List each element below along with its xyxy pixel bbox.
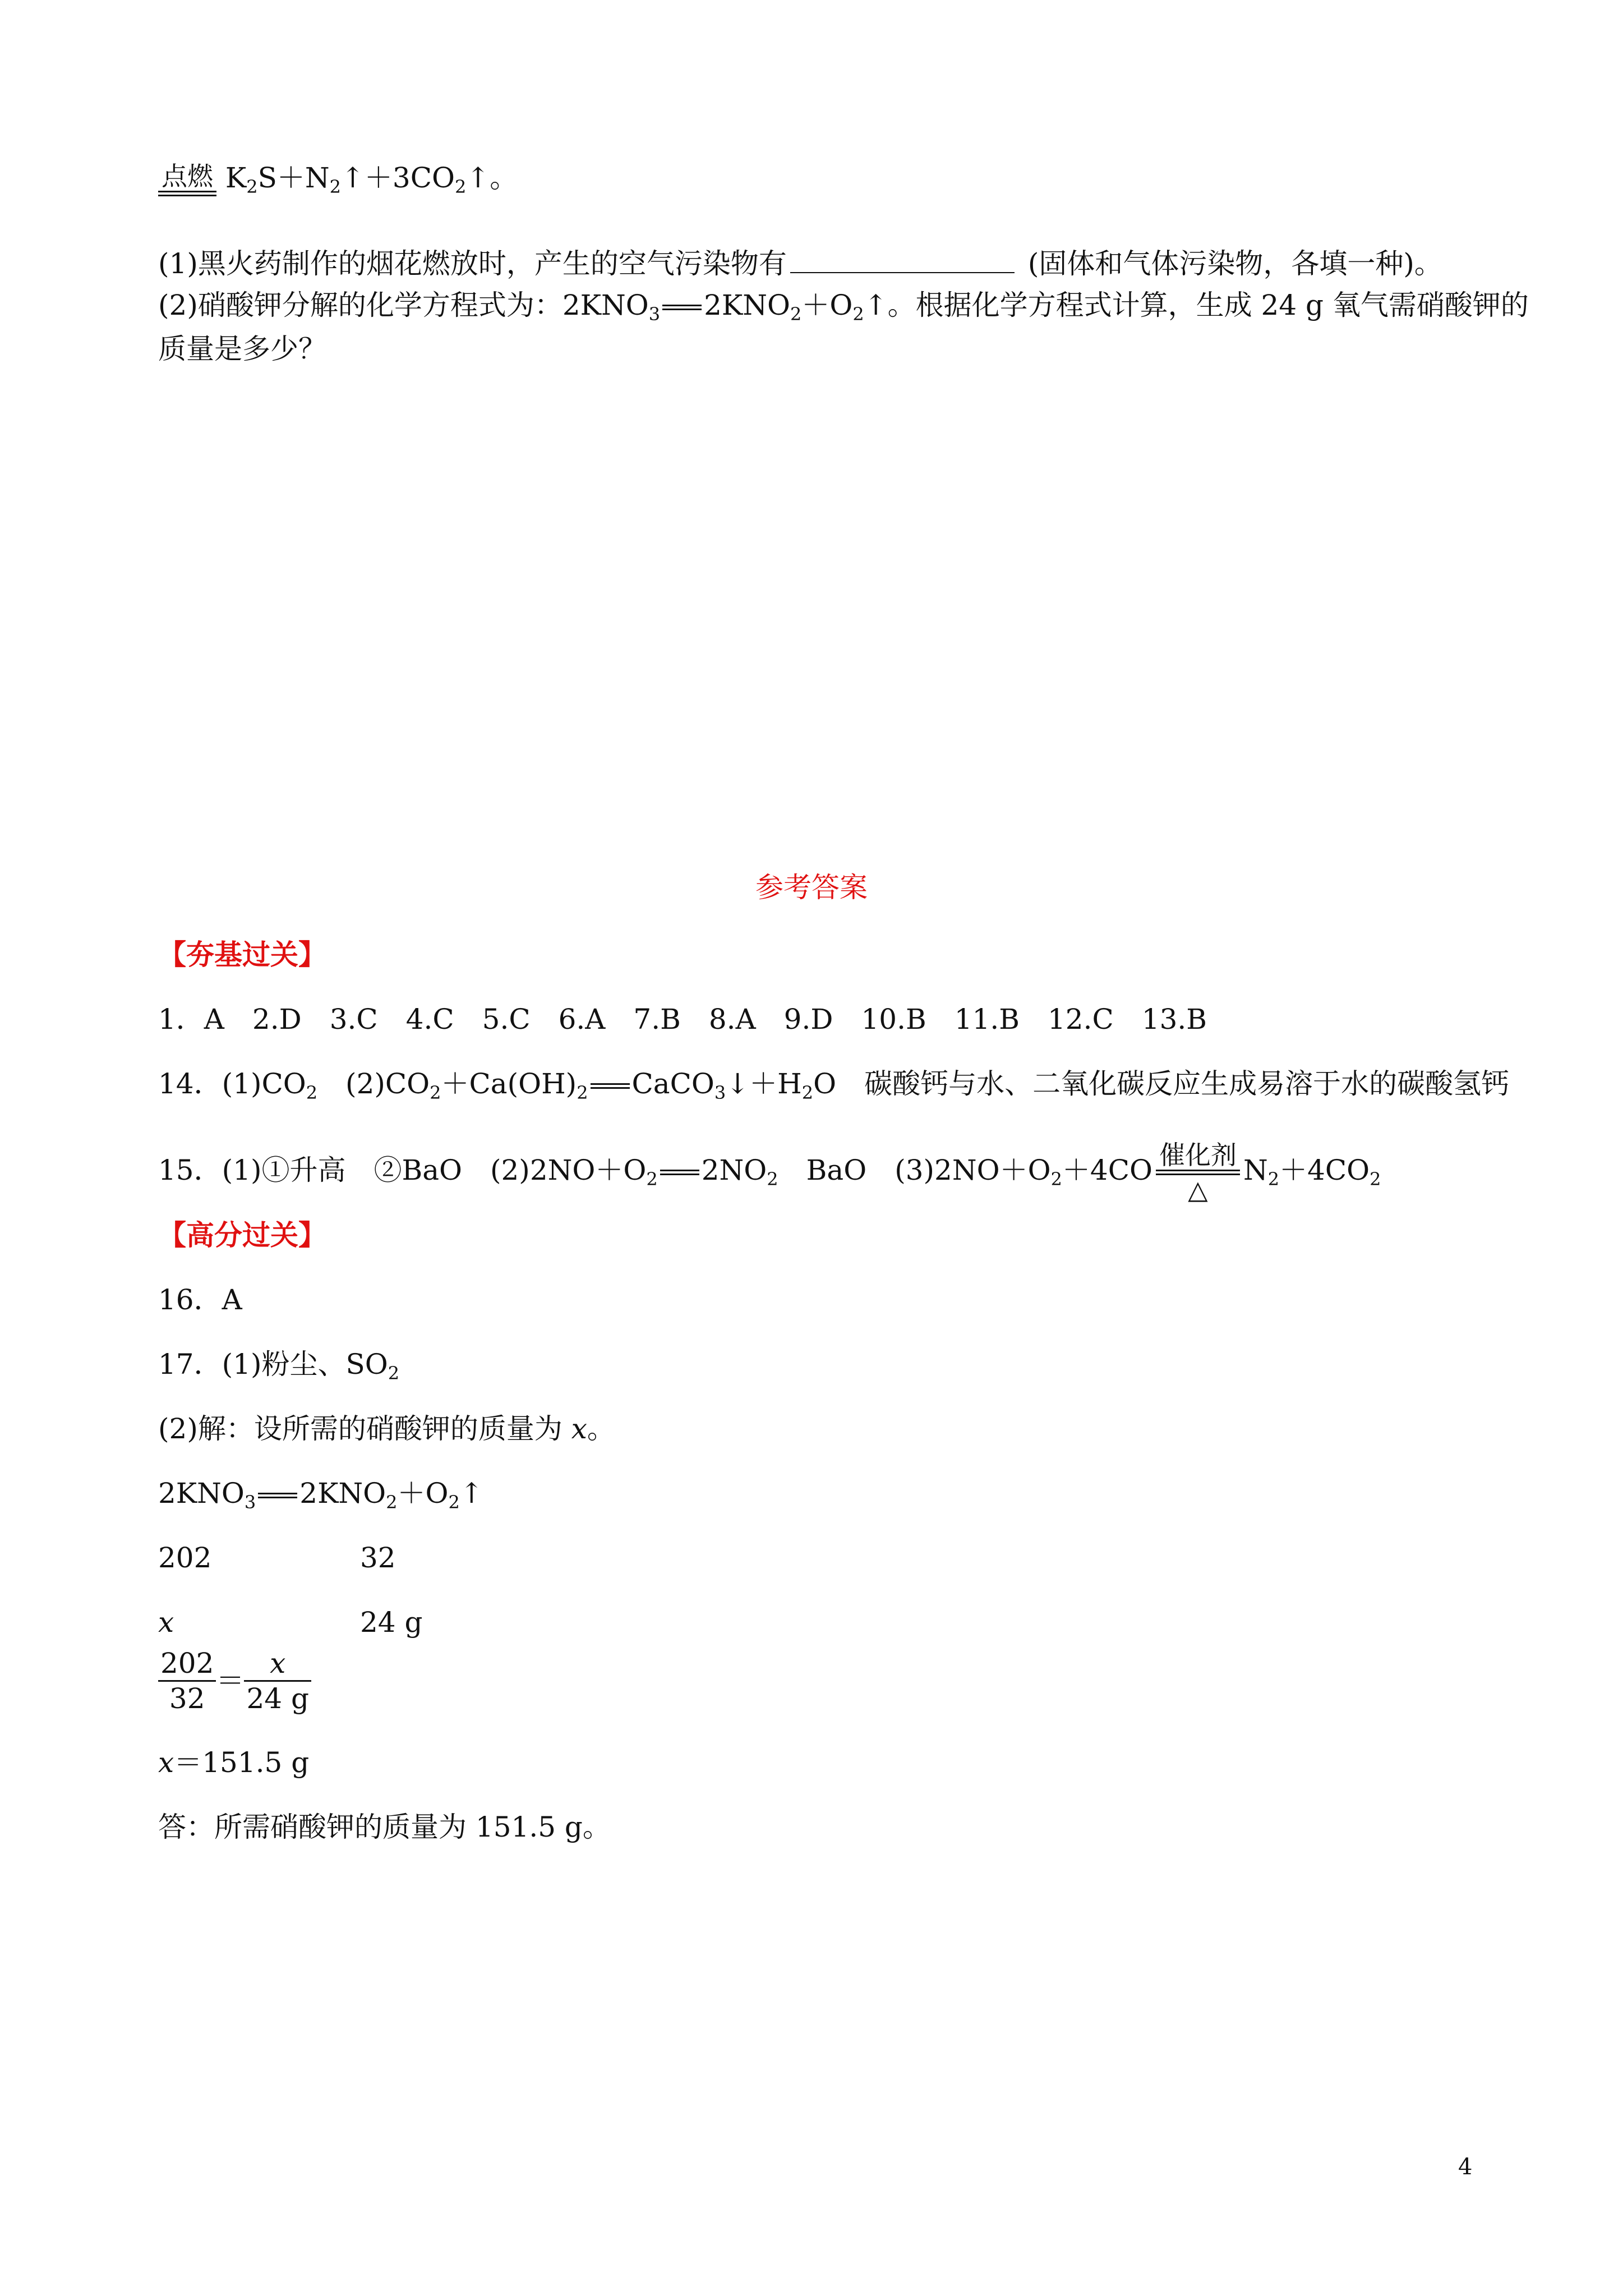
fraction: $\frac{202}{32}$ [158,1646,216,1715]
question-2-line2: 质量是多少？ [158,333,326,365]
reaction-condition: 点燃 [158,163,216,197]
equation-continuation: 点燃 $K_2S+N_2↑+3CO_2↑$。 [158,160,518,197]
fraction: $\frac{x}{24 g}$ [244,1646,311,1715]
solution-result: x＝151.5 g [158,1746,310,1779]
solution-equation: $2KNO_3$ $2KNO_2+O_2↑$ [158,1477,483,1513]
equals-double-line [591,1083,630,1089]
reaction-condition: 催化剂 △ [1156,1142,1240,1203]
answer-16: 16．A [158,1283,242,1316]
equals-double-line [258,1493,297,1498]
solution-intro: (2)解：设所需的硝酸钾的质量为 x。 [158,1412,615,1445]
solution-masses-row2: x 24 g [158,1606,423,1639]
answer-blank[interactable] [790,246,1015,273]
solution-masses-row1: 202 32 [158,1542,396,1574]
equals-double-line [660,1170,699,1175]
question-2: (2)硝酸钾分解的化学方程式为：$2KNO_3$ $2KNO_2+O_2↑$。根据化学方程式计算，生成 24 g 氧气需硝酸钾的 [158,289,1529,325]
answer-multiple-choice: 1．A 2.D 3.C 4.C 5.C 6.A 7.B 8.A 9.D 10.B 11.B 12.C 13.B [158,1003,1207,1036]
solution-proportion: $\frac{202}{32}$ ＝ $\frac{x}{24 g}$ [158,1646,311,1715]
equals-double-line [662,305,702,310]
solution-answer: 答：所需硝酸钾的质量为 151.5 g。 [158,1811,611,1843]
answers-title: 参考答案 [755,871,868,904]
question-1: (1)黑火药制作的烟花燃放时，产生的空气污染物有 (固体和气体污染物，各填一种)。 [158,247,1442,280]
section-heading-basic: 【夯基过关】 [158,938,326,971]
answer-17-part1: 17．(1)粉尘、$SO_2$ [158,1348,400,1384]
page-number: 4 [1458,2154,1473,2180]
double-line [158,191,216,196]
answer-15: 15．(1)①升高 ②BaO $(2)2NO+O_2$ $2NO_2$ BaO $(3)2NO+O_2+4CO$ 催化剂 △ $N_2+4CO_2$ [158,1140,1381,1205]
answer-14: 14．$(1)CO_2$ $(2)CO_2+Ca(OH)_2$ $CaCO_3↓+H_2O$ 碳酸钙与水、二氧化碳反应生成易溶于水的碳酸氢钙 [158,1068,1510,1103]
section-heading-advanced: 【高分过关】 [158,1218,326,1251]
